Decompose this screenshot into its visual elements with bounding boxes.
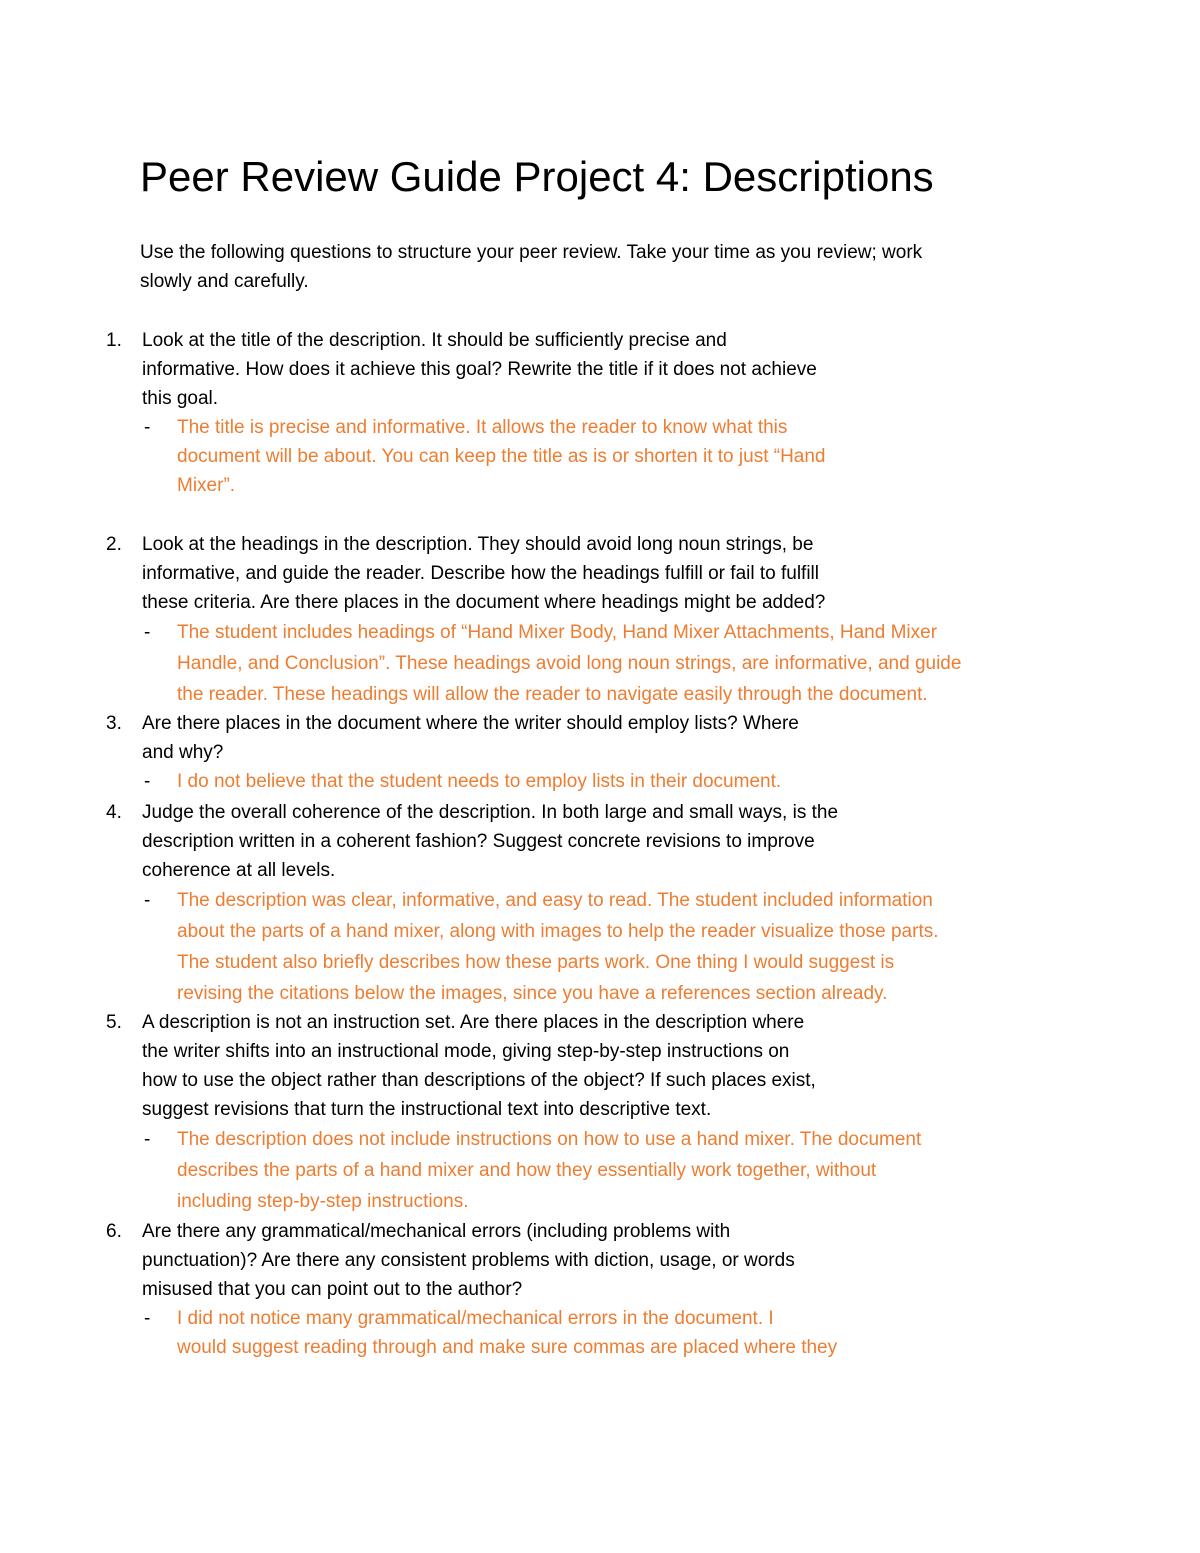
answer-line: about the parts of a hand mixer, along with images to help the reader visualize those parts.: [177, 921, 939, 942]
question-text: [142, 709, 799, 767]
answer-line: would suggest reading through and make sure commas are placed where they: [177, 1337, 838, 1358]
question-number: 3.: [106, 713, 122, 734]
answer-line: The description does not include instructions on how to use a hand mixer. The document: [177, 1129, 922, 1150]
question-text: [142, 1008, 816, 1124]
answer-line: document will be about. You can keep the title as is or shorten it to just “Hand: [177, 446, 826, 467]
question-line: informative. How does it achieve this goal? Rewrite the title if it does not achieve: [142, 359, 817, 380]
answer-text: [177, 1304, 837, 1362]
question-line: and why?: [142, 742, 224, 763]
answer-line: I did not notice many grammatical/mechanical errors in the document. I: [177, 1308, 774, 1329]
question-line: how to use the object rather than descriptions of the object? If such places exist,: [142, 1070, 816, 1091]
answer-line: Mixer”.: [177, 475, 236, 496]
question-line: description written in a coherent fashion? Suggest concrete revisions to improve: [142, 831, 815, 852]
answer-text: [177, 413, 826, 500]
question-number: 4.: [106, 802, 122, 823]
question-line: this goal.: [142, 388, 219, 409]
intro-line: Use the following questions to structure your peer review. Take your time as you review; work: [140, 242, 923, 263]
answer-bullet: -: [144, 890, 151, 911]
question-text: [142, 530, 825, 617]
answer-text: [177, 617, 961, 710]
question-line: coherence at all levels.: [142, 860, 336, 881]
answer-line: The student also briefly describes how these parts work. One thing I would suggest is: [177, 952, 895, 973]
answer-line: Handle, and Conclusion”. These headings avoid long noun strings, are informative, and guide: [177, 653, 962, 674]
intro-paragraph: [140, 238, 1060, 296]
question-line: Are there places in the document where the writer should employ lists? Where: [142, 713, 799, 734]
question-line: Look at the title of the description. It should be sufficiently precise and: [142, 330, 727, 351]
question-line: Are there any grammatical/mechanical errors (including problems with: [142, 1221, 731, 1242]
document-title: Peer Review Guide Project 4: Descriptions: [140, 153, 934, 200]
intro-line: slowly and carefully.: [140, 271, 309, 292]
answer-line: describes the parts of a hand mixer and how they essentially work together, without: [177, 1160, 877, 1181]
answer-bullet: -: [144, 1308, 151, 1329]
answer-line: The title is precise and informative. It allows the reader to know what this: [177, 417, 788, 438]
question-text: [142, 326, 817, 413]
question-number: 6.: [106, 1221, 122, 1242]
question-number: 2.: [106, 534, 122, 555]
question-line: punctuation)? Are there any consistent problems with diction, usage, or words: [142, 1250, 795, 1271]
answer-line: revising the citations below the images, since you have a references section already.: [177, 983, 888, 1004]
question-text: [142, 1217, 795, 1304]
question-line: A description is not an instruction set. Are there places in the description where: [142, 1012, 805, 1033]
answer-bullet: -: [144, 622, 151, 643]
question-text: [142, 798, 838, 885]
question-line: suggest revisions that turn the instructional text into descriptive text.: [142, 1099, 712, 1120]
answer-text: [177, 1124, 921, 1217]
answer-bullet: -: [144, 771, 151, 792]
question-line: the writer shifts into an instructional mode, giving step-by-step instructions on: [142, 1041, 790, 1062]
answer-line: the reader. These headings will allow the reader to navigate easily through the document.: [177, 684, 928, 705]
question-number: 1.: [106, 330, 122, 351]
answer-line: I do not believe that the student needs to employ lists in their document.: [177, 771, 782, 792]
question-line: informative, and guide the reader. Describe how the headings fulfill or fail to fulfill: [142, 563, 819, 584]
answer-text: [177, 885, 939, 1009]
question-line: misused that you can point out to the author?: [142, 1279, 523, 1300]
answer-bullet: -: [144, 1129, 151, 1150]
answer-line: The description was clear, informative, and easy to read. The student included information: [177, 890, 933, 911]
question-line: these criteria. Are there places in the document where headings might be added?: [142, 592, 826, 613]
answer-line: The student includes headings of “Hand Mixer Body, Hand Mixer Attachments, Hand Mixer: [177, 622, 938, 643]
answer-bullet: -: [144, 417, 151, 438]
question-line: Look at the headings in the description. They should avoid long noun strings, be: [142, 534, 814, 555]
answer-line: including step-by-step instructions.: [177, 1191, 469, 1212]
answer-text: [177, 767, 781, 796]
question-number: 5.: [106, 1012, 122, 1033]
question-line: Judge the overall coherence of the description. In both large and small ways, is the: [142, 802, 839, 823]
